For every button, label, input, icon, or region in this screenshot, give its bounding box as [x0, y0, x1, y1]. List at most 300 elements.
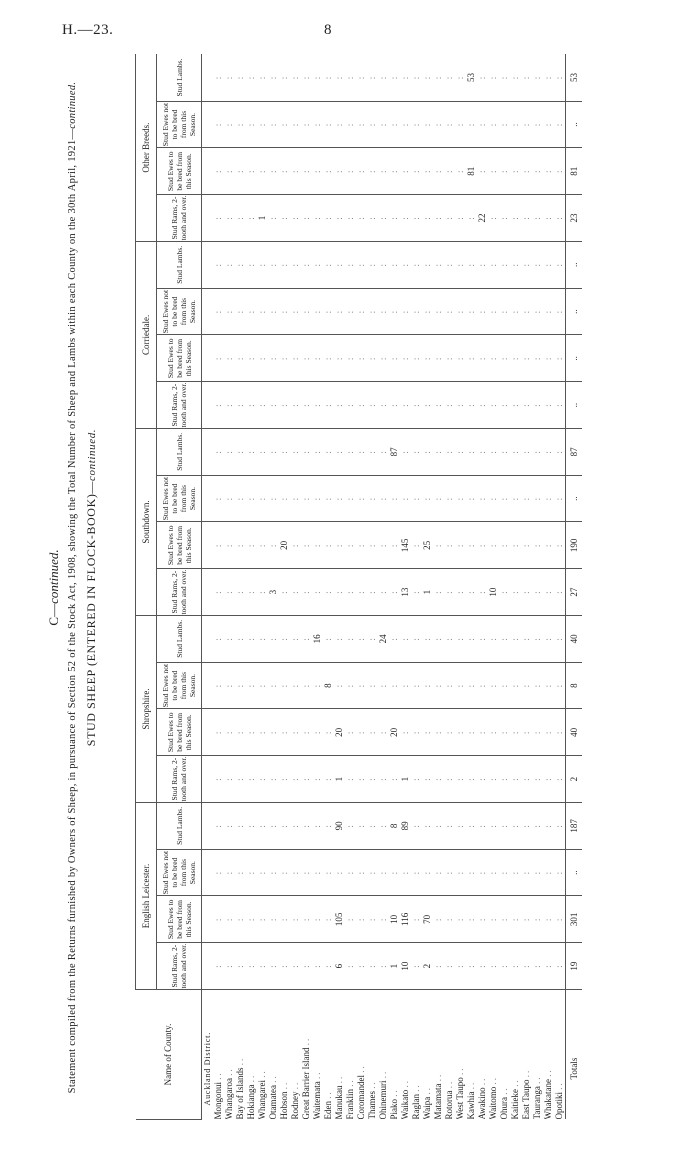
leader-dots: .. — [532, 1075, 542, 1084]
value-cell — [510, 54, 521, 101]
value-cell — [312, 943, 323, 990]
empty-dots: : — [224, 543, 234, 548]
spacer-cell — [202, 148, 214, 195]
empty-dots: : — [356, 496, 366, 501]
value-cell — [224, 428, 235, 475]
value-cell — [554, 569, 566, 616]
value-cell — [422, 101, 433, 148]
empty-dots: : — [389, 683, 399, 688]
empty-dots: : — [367, 496, 377, 501]
value-cell — [488, 522, 499, 569]
value-cell — [345, 428, 356, 475]
sub-header-row — [157, 54, 202, 1119]
leader-dots: .. — [499, 1086, 509, 1095]
empty-dots: : — [268, 730, 278, 735]
value-cell — [213, 288, 224, 335]
empty-dots: : — [455, 309, 465, 314]
empty-dots: : — [323, 309, 333, 314]
value-cell — [279, 756, 290, 803]
value-cell — [444, 382, 455, 429]
empty-dots: : — [378, 216, 388, 220]
value-cell — [422, 475, 433, 522]
empty-dots: : — [224, 496, 234, 501]
value-cell — [521, 569, 532, 616]
leader-dots: .. — [345, 1078, 355, 1087]
value-cell — [323, 335, 334, 382]
empty-dots: : — [466, 590, 476, 594]
empty-dots: : — [268, 964, 278, 968]
empty-dots: : — [477, 75, 487, 80]
empty-dots: : — [400, 637, 410, 641]
empty-dots: : — [334, 637, 344, 641]
empty-dots: : — [510, 824, 520, 828]
empty-dots: : — [422, 777, 432, 781]
empty-dots: : — [422, 637, 432, 641]
empty-dots: : — [378, 309, 388, 314]
empty-dots: : — [521, 496, 531, 501]
empty-dots: : — [356, 75, 366, 80]
value-cell — [224, 896, 235, 943]
empty-dots: : — [521, 543, 531, 548]
value-cell — [356, 475, 367, 522]
empty-dots: : — [400, 496, 410, 501]
empty-dots: : — [279, 496, 289, 501]
value-cell — [400, 382, 411, 429]
empty-dots: : — [224, 637, 234, 641]
empty-dots: : — [378, 403, 388, 407]
empty-dots: : — [334, 870, 344, 875]
empty-dots: : — [301, 917, 311, 922]
total-cell: 53 — [566, 54, 583, 101]
empty-dots: : — [246, 917, 256, 922]
empty-dots: : — [422, 356, 432, 361]
value-cell — [312, 475, 323, 522]
value-cell — [268, 615, 279, 662]
value-cell — [477, 943, 488, 990]
value-cell — [422, 382, 433, 429]
empty-dots: : — [455, 590, 465, 594]
value-cell — [367, 475, 378, 522]
value-cell — [455, 288, 466, 335]
empty-dots: : — [312, 590, 322, 594]
spacer-cell — [202, 522, 214, 569]
value-cell — [301, 54, 312, 101]
empty-dots: : — [235, 450, 245, 454]
value-cell — [444, 475, 455, 522]
empty-dots: : — [400, 263, 410, 267]
empty-dots: : — [213, 356, 223, 361]
empty-dots: : — [444, 730, 454, 735]
value-cell — [257, 709, 268, 756]
value-cell: 6 — [334, 943, 345, 990]
value-cell — [334, 195, 345, 242]
value-cell — [411, 148, 422, 195]
sub-column-header: Stud Lambs. — [157, 428, 202, 475]
value-cell — [455, 849, 466, 896]
value-cell — [224, 475, 235, 522]
value-cell — [367, 569, 378, 616]
empty-dots: : — [422, 122, 432, 127]
value-cell — [400, 241, 411, 288]
value-cell — [543, 569, 554, 616]
empty-dots: : — [554, 730, 564, 735]
value-cell — [345, 382, 356, 429]
value-cell — [213, 615, 224, 662]
empty-dots: : — [301, 309, 311, 314]
value-cell — [499, 802, 510, 849]
leader-dots: .. — [301, 1036, 311, 1046]
value-cell — [543, 849, 554, 896]
county-name: Thames — [367, 1091, 377, 1120]
spacer-cell — [202, 943, 214, 990]
empty-dots: : — [246, 403, 256, 407]
empty-dots: : — [433, 543, 443, 548]
value-cell — [257, 148, 268, 195]
empty-dots: : — [312, 169, 322, 174]
value-cell — [455, 101, 466, 148]
value-cell — [246, 241, 257, 288]
empty-dots: : — [488, 450, 498, 454]
value-cell — [224, 382, 235, 429]
empty-dots: : — [301, 496, 311, 501]
total-cell: 187 — [566, 802, 583, 849]
empty-dots: : — [367, 683, 377, 688]
value-cell — [411, 101, 422, 148]
empty-dots: : — [510, 964, 520, 968]
total-cell: 8 — [566, 662, 583, 709]
empty-dots: : — [356, 450, 366, 454]
value-cell — [323, 101, 334, 148]
empty-dots: : — [411, 964, 421, 968]
empty-dots: : — [477, 777, 487, 781]
value-cell — [554, 849, 566, 896]
value-cell — [411, 522, 422, 569]
value-cell — [378, 662, 389, 709]
total-cell: .. — [566, 335, 583, 382]
value-cell — [279, 569, 290, 616]
empty-dots: : — [444, 964, 454, 968]
value-cell — [554, 662, 566, 709]
value-cell — [268, 428, 279, 475]
value-cell — [389, 662, 400, 709]
empty-dots: : — [246, 496, 256, 501]
empty-dots: : — [367, 824, 377, 828]
value-cell — [411, 943, 422, 990]
empty-dots: : — [312, 263, 322, 267]
sub-column-header: Stud Ewes to be bred from this Season. — [157, 709, 202, 756]
county-name: Kawhia — [466, 1091, 476, 1120]
value-cell — [312, 849, 323, 896]
value-cell — [543, 709, 554, 756]
value-cell — [224, 569, 235, 616]
empty-dots: : — [521, 590, 531, 594]
empty-dots: : — [433, 683, 443, 688]
empty-dots: : — [235, 730, 245, 735]
empty-dots: : — [510, 356, 520, 361]
value-cell — [521, 709, 532, 756]
empty-dots: : — [554, 75, 564, 80]
leader-dots: .. — [279, 1080, 289, 1090]
value-cell — [246, 756, 257, 803]
value-cell — [334, 522, 345, 569]
empty-dots: : — [433, 356, 443, 361]
value-cell — [499, 849, 510, 896]
value-cell — [246, 101, 257, 148]
empty-dots: : — [213, 309, 223, 314]
value-cell — [444, 241, 455, 288]
empty-dots: : — [554, 870, 564, 875]
value-cell — [532, 241, 543, 288]
empty-dots: : — [268, 824, 278, 828]
value-cell — [411, 569, 422, 616]
leader-dots: .. — [488, 1075, 498, 1085]
empty-dots: : — [488, 964, 498, 968]
value-cell — [257, 802, 268, 849]
empty-dots: : — [257, 356, 267, 361]
empty-dots: : — [400, 169, 410, 174]
value-cell — [224, 662, 235, 709]
empty-dots: : — [345, 917, 355, 922]
value-cell — [521, 615, 532, 662]
value-cell — [466, 943, 477, 990]
value-cell — [389, 382, 400, 429]
value-cell — [510, 382, 521, 429]
value-cell — [455, 522, 466, 569]
value-cell — [235, 101, 246, 148]
empty-dots: : — [510, 543, 520, 548]
value-cell — [510, 756, 521, 803]
empty-dots: : — [279, 263, 289, 267]
value-cell — [345, 148, 356, 195]
county-name-cell — [378, 990, 389, 1120]
empty-dots: : — [444, 122, 454, 127]
value-cell — [389, 288, 400, 335]
empty-dots: : — [389, 309, 399, 314]
empty-dots: : — [400, 683, 410, 688]
value-cell — [356, 335, 367, 382]
value-cell — [213, 943, 224, 990]
empty-dots: : — [312, 122, 322, 127]
empty-dots: : — [477, 356, 487, 361]
value-cell — [521, 148, 532, 195]
empty-dots: : — [411, 496, 421, 501]
county-name-cell — [422, 990, 433, 1120]
value-cell — [323, 709, 334, 756]
table-row — [378, 54, 389, 1119]
value-cell — [422, 288, 433, 335]
empty-dots: : — [532, 543, 542, 548]
value-cell — [345, 896, 356, 943]
empty-dots: : — [290, 637, 300, 641]
value-cell — [224, 615, 235, 662]
value-cell — [367, 522, 378, 569]
value-cell — [356, 943, 367, 990]
total-cell: 27 — [566, 569, 583, 616]
value-cell — [290, 802, 301, 849]
value-cell — [433, 522, 444, 569]
value-cell — [433, 662, 444, 709]
empty-dots: : — [499, 263, 509, 267]
sub-column-header: Stud Rams, 2-tooth and over. — [157, 943, 202, 990]
empty-dots: : — [521, 216, 531, 220]
empty-dots: : — [488, 730, 498, 735]
value-cell — [301, 569, 312, 616]
empty-dots: : — [290, 683, 300, 688]
county-name-cell — [345, 990, 356, 1120]
value-cell — [411, 54, 422, 101]
empty-dots: : — [510, 917, 520, 922]
empty-dots: : — [323, 169, 333, 174]
leader-dots: .. — [356, 1064, 366, 1073]
empty-dots: : — [268, 169, 278, 174]
empty-dots: : — [466, 543, 476, 548]
empty-dots: : — [213, 637, 223, 641]
county-name: Waipa — [422, 1096, 432, 1120]
empty-dots: : — [455, 356, 465, 361]
empty-dots: : — [367, 730, 377, 735]
value-cell — [433, 615, 444, 662]
empty-dots: : — [455, 870, 465, 875]
value-cell: 20 — [389, 709, 400, 756]
value-cell — [235, 709, 246, 756]
value-cell — [521, 522, 532, 569]
value-cell — [224, 54, 235, 101]
value-cell — [444, 709, 455, 756]
empty-dots: : — [279, 683, 289, 688]
value-cell — [400, 54, 411, 101]
value-cell — [411, 428, 422, 475]
empty-dots: : — [543, 543, 553, 548]
empty-dots: : — [235, 356, 245, 361]
value-cell — [246, 896, 257, 943]
value-cell — [279, 195, 290, 242]
empty-dots: : — [378, 263, 388, 267]
value-cell — [510, 101, 521, 148]
empty-dots: : — [279, 637, 289, 641]
leader-dots: .. — [389, 1088, 399, 1097]
value-cell — [477, 335, 488, 382]
empty-dots: : — [290, 777, 300, 781]
value-cell — [213, 849, 224, 896]
spacer-cell — [202, 662, 214, 709]
empty-dots: : — [411, 216, 421, 220]
value-cell — [532, 756, 543, 803]
empty-dots: : — [422, 496, 432, 501]
empty-dots: : — [334, 169, 344, 174]
value-cell — [532, 101, 543, 148]
empty-dots: : — [235, 75, 245, 80]
value-cell — [411, 849, 422, 896]
empty-dots: : — [224, 824, 234, 828]
empty-dots: : — [334, 590, 344, 594]
value-cell — [521, 475, 532, 522]
value-cell — [356, 849, 367, 896]
empty-dots: : — [312, 777, 322, 781]
empty-dots: : — [455, 75, 465, 80]
empty-dots: : — [510, 590, 520, 594]
value-cell — [378, 849, 389, 896]
empty-dots: : — [543, 917, 553, 922]
empty-dots: : — [455, 450, 465, 454]
value-cell — [411, 802, 422, 849]
empty-dots: : — [235, 824, 245, 828]
value-cell — [532, 522, 543, 569]
value-cell — [543, 896, 554, 943]
county-name: Bay of Islands — [235, 1067, 245, 1120]
empty-dots: : — [257, 917, 267, 922]
empty-dots: : — [367, 169, 377, 174]
empty-dots: : — [499, 122, 509, 127]
value-cell — [433, 335, 444, 382]
empty-dots: : — [499, 543, 509, 548]
leader-dots: .. — [312, 1070, 322, 1079]
empty-dots: : — [499, 75, 509, 80]
empty-dots: : — [554, 450, 564, 454]
empty-dots: : — [433, 496, 443, 501]
value-cell — [477, 475, 488, 522]
value-cell — [235, 195, 246, 242]
empty-dots: : — [554, 169, 564, 174]
empty-dots: : — [246, 263, 256, 267]
empty-dots: : — [334, 403, 344, 407]
empty-dots: : — [466, 403, 476, 407]
empty-dots: : — [367, 263, 377, 267]
value-cell — [367, 195, 378, 242]
empty-dots: : — [213, 403, 223, 407]
empty-dots: : — [312, 917, 322, 922]
empty-dots: : — [411, 590, 421, 594]
empty-dots: : — [433, 216, 443, 220]
value-cell — [312, 54, 323, 101]
value-cell — [433, 54, 444, 101]
empty-dots: : — [213, 263, 223, 267]
empty-dots: : — [246, 637, 256, 641]
value-cell — [301, 475, 312, 522]
table-row — [400, 54, 411, 1119]
value-cell — [532, 709, 543, 756]
empty-dots: : — [213, 216, 223, 220]
empty-dots: : — [279, 356, 289, 361]
sub-column-header: Stud Ewes to be bred from this Season. — [157, 896, 202, 943]
value-cell — [378, 475, 389, 522]
empty-dots: : — [224, 917, 234, 922]
value-cell — [510, 569, 521, 616]
value-cell — [499, 615, 510, 662]
value-cell: 8 — [389, 802, 400, 849]
empty-dots: : — [389, 216, 399, 220]
value-cell — [510, 475, 521, 522]
breed-header: Other Breeds. — [136, 54, 157, 241]
county-name: Whakatane — [543, 1079, 553, 1120]
empty-dots: : — [235, 263, 245, 267]
value-cell — [532, 428, 543, 475]
empty-dots: : — [411, 309, 421, 314]
empty-dots: : — [268, 917, 278, 922]
value-cell — [367, 101, 378, 148]
county-name-cell — [334, 990, 345, 1120]
value-cell — [257, 615, 268, 662]
empty-dots: : — [301, 543, 311, 548]
county-name-cell — [213, 990, 224, 1120]
value-cell — [422, 241, 433, 288]
county-name-cell — [444, 990, 455, 1120]
total-cell: 87 — [566, 428, 583, 475]
value-cell — [224, 802, 235, 849]
empty-dots: : — [389, 590, 399, 594]
value-cell — [356, 569, 367, 616]
empty-dots: : — [345, 403, 355, 407]
empty-dots: : — [455, 122, 465, 127]
